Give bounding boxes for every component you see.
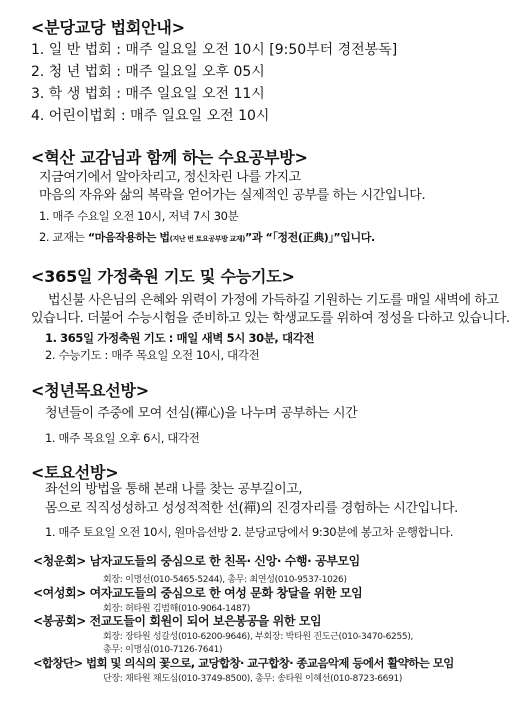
wednesday-item-1: 1. 매주 수요일 오전 10시, 저녁 7시 30분 xyxy=(39,209,239,223)
group-women-title: <여성회> 여자교도들의 중심으로 한 여성 문화 창달을 위한 모임 xyxy=(33,586,363,600)
service-item-student: 3. 학 생 법회 : 매주 일요일 오전 11시 xyxy=(31,86,265,102)
thursday-desc: 청년들이 주중에 모여 선심(禪心)을 나누며 공부하는 시간 xyxy=(45,406,358,421)
section-title-sunday-services: <분당교당 법회안내> xyxy=(31,18,185,37)
group-choir-contacts: 단장: 채타원 채도심(010-3749-8500), 총무: 송타원 이혜선(010-8723-6691) xyxy=(103,674,403,684)
group-cheongun-title: <청운회> 남자교도들의 중심으로 한 친목· 신앙· 수행· 공부모임 xyxy=(33,554,360,568)
wednesday-item-2-book-1 xyxy=(88,231,375,244)
saturday-desc-1: 좌선의 방법을 통해 본래 나를 찾는 공부길이고, xyxy=(45,482,303,497)
group-bonggong-title: <봉공회> 전교도들이 회원이 되어 보은봉공을 위한 모임 xyxy=(33,614,322,628)
section-title-saturday-meditation: <토요선방> xyxy=(31,463,119,482)
service-item-youth: 2. 청 년 법회 : 매주 일요일 오후 05시 xyxy=(31,64,265,80)
wednesday-desc-2: 마음의 자유와 삶의 복락을 얻어가는 실제적인 공부를 하는 시간입니다. xyxy=(39,188,426,203)
book-1-title: “마음작용하는 법 xyxy=(87,231,170,244)
group-bonggong-contacts-1: 회장: 장타원 성갈성(010-6200-9646), 부회장: 박타원 진도근(010-3470-6255), xyxy=(103,632,414,642)
prayer-desc-1: 법신불 사은님의 은혜와 위력이 가정에 가득하길 기원하는 기도를 매일 새벽에 하고 xyxy=(48,293,499,308)
prayer-desc-2: 있습니다. 더불어 수능시험을 준비하고 있는 학생교도를 위하여 정성을 다하고 있습니다. xyxy=(31,311,510,326)
group-bonggong-contacts-2: 총무: 이명심(010-7126-7641) xyxy=(103,645,223,655)
book-1-note: (지난 번 토요공부방 교재) xyxy=(169,235,245,243)
service-item-children: 4. 어린이법회 : 매주 일요일 오전 10시 xyxy=(31,108,270,124)
thursday-item-1: 1. 매주 목요일 오후 6시, 대각전 xyxy=(45,431,200,445)
group-women-contacts: 회장: 허타원 김범해(010-9064-1487) xyxy=(103,604,251,614)
prayer-item-1: 1. 365일 가정축원 기도 : 매일 새벽 5시 30분, 대각전 xyxy=(45,331,315,345)
wednesday-item-2-prefix: 2. 교재는 xyxy=(39,230,88,244)
group-cheongun-contacts: 회장: 이명선(010-5465-5244), 총무: 최연성(010-9537-1026) xyxy=(103,575,347,585)
section-title-youth-thursday: <청년목요선방> xyxy=(31,381,149,400)
saturday-desc-2: 몸으로 직직성성하고 성성적적한 선(禪)의 진경자리를 경험하는 시간입니다. xyxy=(45,501,458,516)
service-item-general: 1. 일 반 법회 : 매주 일요일 오전 10시 [9:50부터 경전봉독] xyxy=(31,42,398,58)
section-title-wednesday-study: <혁산 교감님과 함께 하는 수요공부방> xyxy=(31,148,308,167)
group-choir-title: <합창단> 법회 및 의식의 꽃으로, 교당합창· 교구합창· 종교음악제 등에서 활약하는 모임 xyxy=(33,656,454,670)
wednesday-desc-1: 지금여기에서 알아차리고, 정신차린 나를 가지고 xyxy=(39,170,301,185)
book-1-quote-end: ”과 “ xyxy=(245,231,273,244)
section-title-365-prayer: <365일 가정축원 기도 및 수능기도> xyxy=(31,267,295,286)
saturday-item-1: 1. 매주 토요일 오전 10시, 원마음선방 2. 분당교당에서 9:30분에 봉고차 운행합니다. xyxy=(45,525,454,539)
book-2-title: 「정전(正典)」”입니다. xyxy=(272,231,375,244)
prayer-item-2: 2. 수능기도 : 매주 목요일 오전 10시, 대각전 xyxy=(45,348,260,362)
wednesday-item-2 xyxy=(39,229,375,247)
